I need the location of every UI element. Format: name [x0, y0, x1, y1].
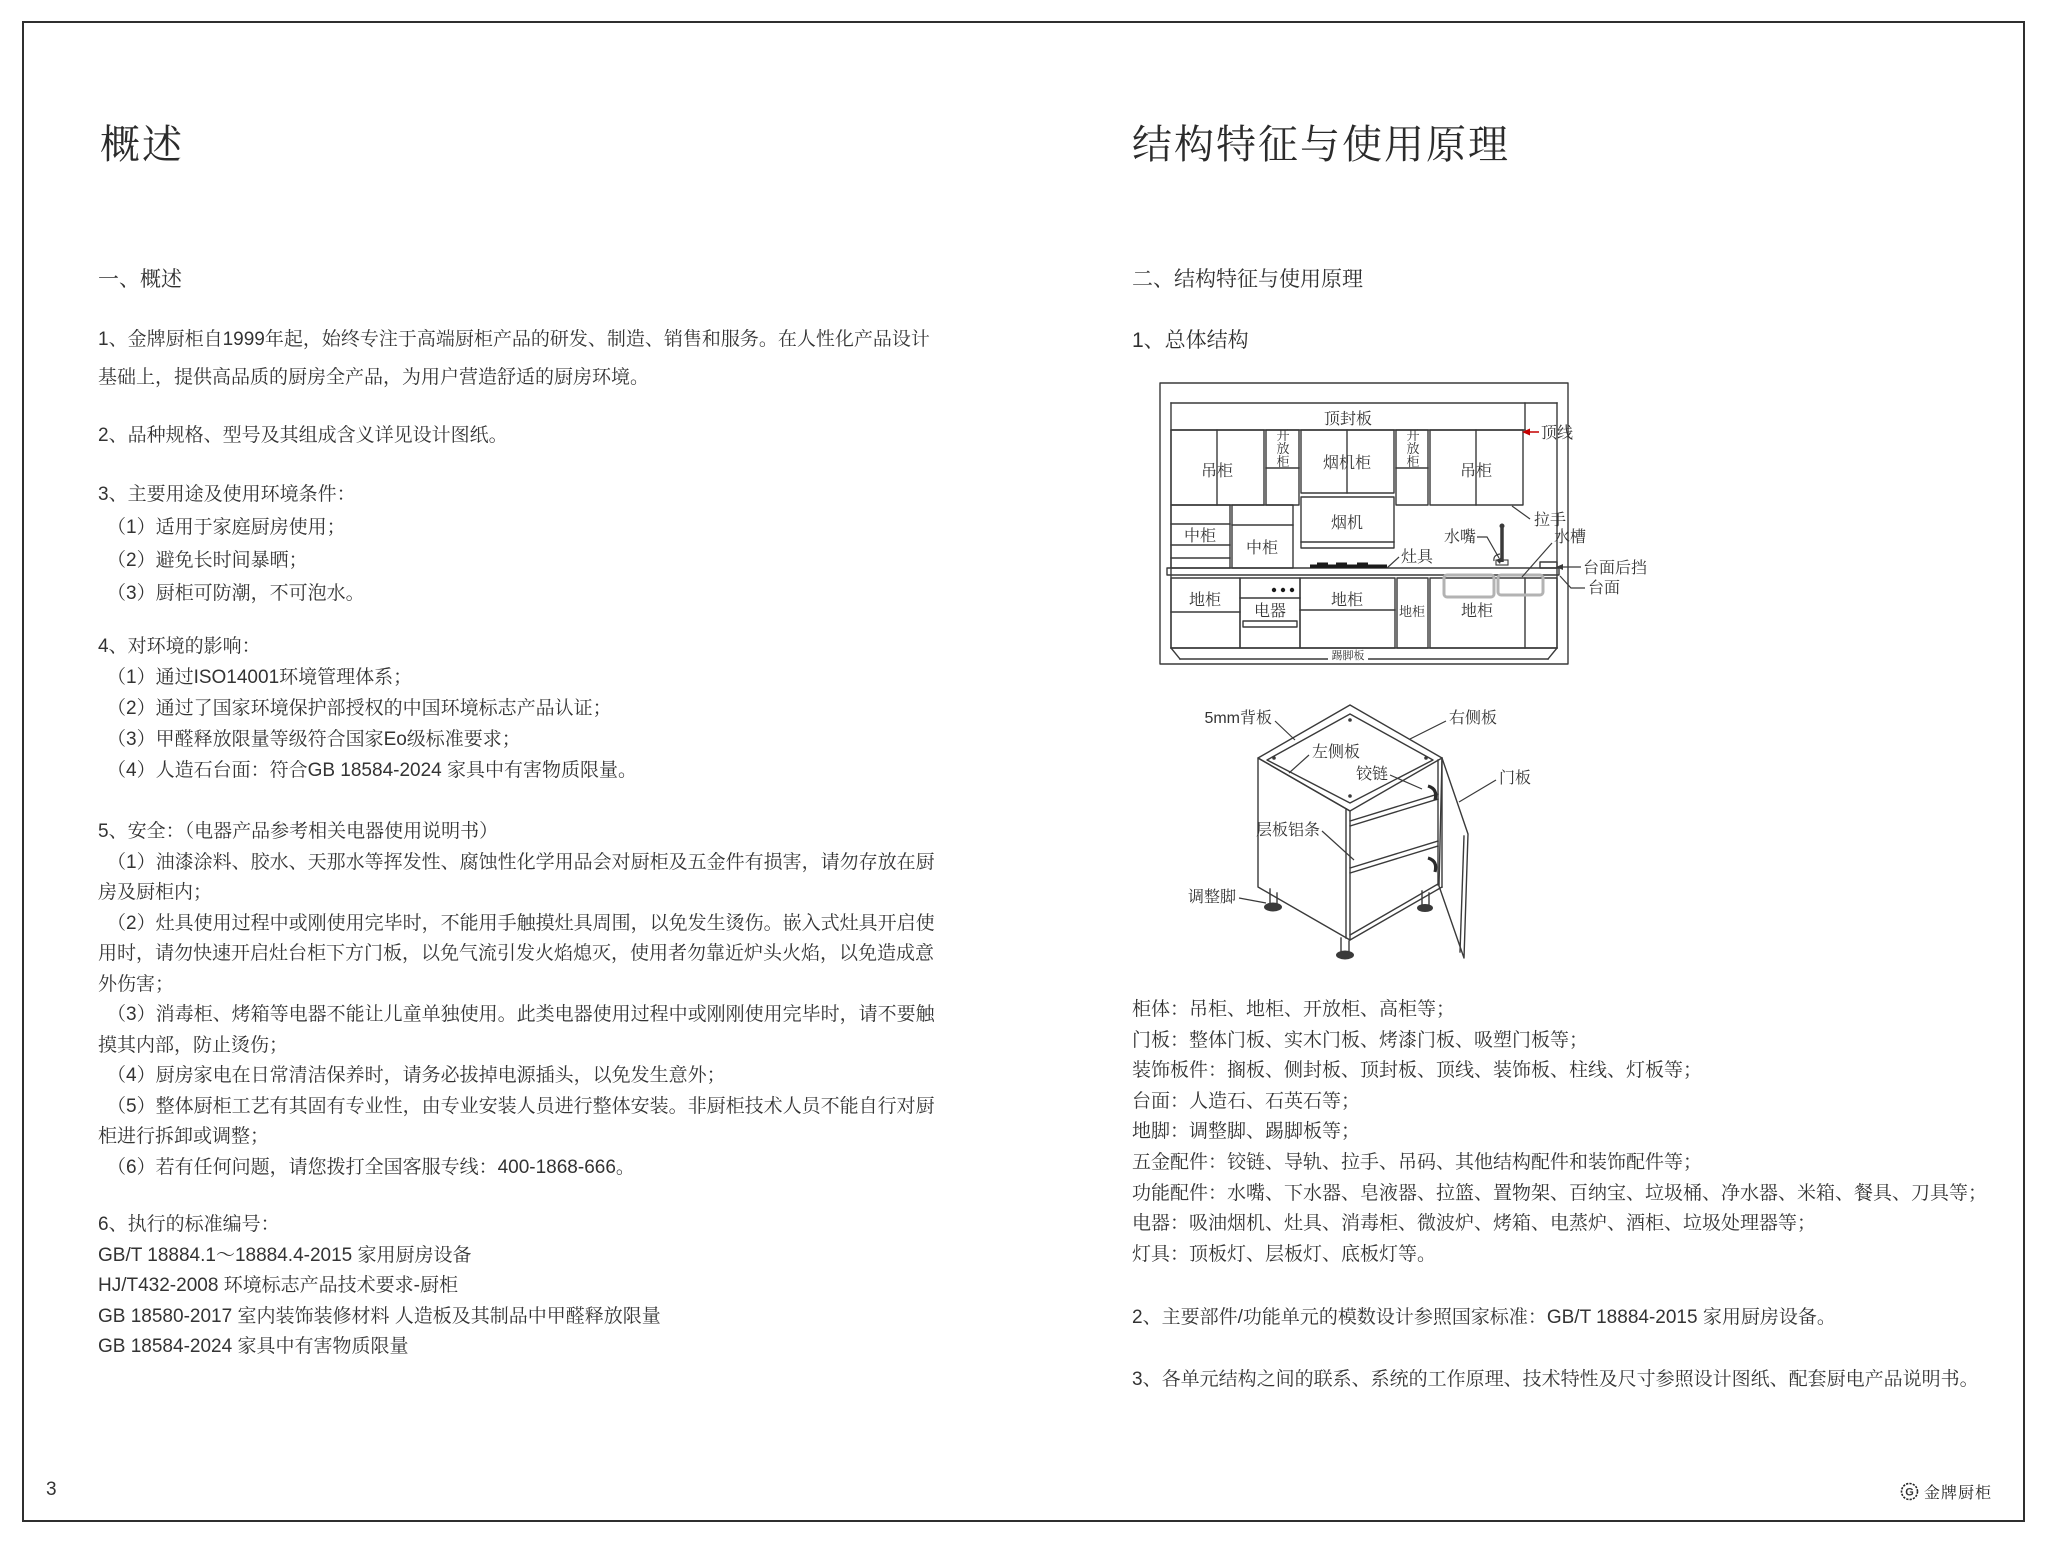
safety-item: （2）灶具使用过程中或刚使用完毕时，不能用手触摸灶具周围，以免发生烫伤。嵌入式灶具开启使用时，请勿快速开启灶台柜下方门板，以免气流引发火焰熄灭，使用者勿靠近炉头火焰，以免造成意外伤害；: [98, 912, 935, 995]
right-subsection-1: 1、总体结构: [1132, 329, 1249, 352]
safety-item: （4）厨房家电在日常清洁保养时，请务必拔掉电源插头，以免发生意外；: [107, 1065, 726, 1086]
shelf-strip-label: 层板铝条: [1256, 822, 1321, 839]
right-panel-label: 右侧板: [1449, 710, 1498, 727]
standard-item: GB 18580-2017 室内装饰装修材料 人造板及其制品中甲醛释放限量: [98, 1305, 661, 1327]
counter-back-label: 台面后挡: [1583, 560, 1648, 577]
right-section-heading: 二、结构特征与使用原理: [1132, 268, 1363, 291]
environment-item: （4）人造石台面：符合GB 18584-2024 家具中有害物质限量。: [107, 760, 638, 781]
safety-item: （1）油漆涂料、胶水、天那水等挥发性、腐蚀性化学用品会对厨柜及五金件有损害，请勿存放在厨房及厨柜内；: [98, 851, 935, 903]
cabinet-callout-lines: [1239, 721, 1496, 903]
cooktop-drawing: [1310, 563, 1387, 569]
safety-item: （3）消毒柜、烤箱等电器不能让儿童单独使用。此类电器使用过程中或刚刚使用完毕时，请不要触摸其内部，防止烫伤；: [98, 1004, 935, 1056]
hinge-label: 铰链: [1356, 766, 1389, 783]
environment-title: 4、对环境的影响：: [98, 636, 261, 657]
cooktop-label: 灶具: [1401, 549, 1434, 566]
brand-initial: G: [1905, 1486, 1914, 1499]
left-panel-label: 左侧板: [1312, 744, 1361, 761]
left-page-title: 概述: [100, 123, 184, 167]
safety-item: （6）若有任何问题，请您拨打全国客服专线：400-1868-666。: [107, 1156, 635, 1178]
top-board-label: 顶封板: [1323, 411, 1373, 428]
components-list: [1132, 995, 1987, 1270]
base-cabinet-2-label: 地柜: [1330, 592, 1364, 609]
brand-logo: [1900, 1480, 1992, 1503]
standard-item: GB 18584-2024 家具中有害物质限量: [98, 1336, 409, 1357]
brand-g-icon: [1900, 1482, 1919, 1501]
component-line: 台面：人造石、石英石等；: [1132, 1090, 1361, 1112]
environment-item: （2）通过了国家环境保护部授权的中国环境标志产品认证；: [107, 698, 612, 719]
base-cabinet-3-label: 地柜: [1398, 604, 1426, 619]
handle-label: 拉手: [1534, 512, 1567, 529]
base-cabinet-4-label: 地柜: [1460, 603, 1494, 620]
door-label: 门板: [1499, 770, 1532, 787]
left-paragraph-1: 1、金牌厨柜自1999年起，始终专注于高端厨柜产品的研发、制造、销售和服务。在人性化产品设计基础上，提供高品质的厨房全产品，为用户营造舒适的厨房环境。: [98, 329, 930, 388]
left-block-environment: [98, 631, 946, 786]
hood-label: 烟机: [1330, 515, 1364, 532]
base-cabinet-structure-diagram: [1150, 690, 1580, 990]
sink-label: 水槽: [1554, 529, 1587, 546]
page-number: 3: [46, 1479, 57, 1500]
left-paragraph-2: 2、品种规格、型号及其组成含义详见设计图纸。: [98, 425, 508, 446]
safety-title: 5、安全：（电器产品参考相关电器使用说明书）: [98, 821, 499, 842]
left-block-usage: [98, 478, 946, 610]
counter-label: 台面: [1588, 580, 1621, 597]
component-line: 功能配件：水嘴、下水器、皂液器、拉篮、置物架、百纳宝、垃圾桶、净水器、米箱、餐具、刀具等；: [1132, 1182, 1988, 1204]
environment-item: （3）甲醛释放限量等级符合国家Eo级标准要求；: [107, 729, 521, 750]
left-block-standards: [98, 1210, 946, 1363]
wall-cabinet-right-label: 吊柜: [1459, 463, 1493, 480]
open-cabinet-right-label: 开放柜: [1404, 428, 1420, 468]
open-cabinet-left-label: 开放柜: [1274, 428, 1290, 468]
standard-item: GB/T 18884.1～18884.4-2015 家用厨房设备: [98, 1244, 472, 1266]
back-panel-label: 5mm背板: [1204, 710, 1272, 727]
brand-name: 金牌厨柜: [1924, 1485, 1993, 1502]
safety-item: （5）整体厨柜工艺有其固有专业性，由专业安装人员进行整体安装。非厨柜技术人员不能自行对厨柜进行拆卸或调整；: [98, 1095, 935, 1147]
component-line: 地脚：调整脚、踢脚板等；: [1132, 1121, 1361, 1143]
component-line: 灯具：顶板灯、层板灯、底板灯等。: [1132, 1243, 1437, 1265]
faucet-label: 水嘴: [1444, 529, 1477, 546]
component-line: 电器：吸油烟机、灶具、消毒柜、微波炉、烤箱、电蒸炉、酒柜、垃圾处理器等；: [1132, 1213, 1817, 1235]
hood-cabinet-label: 烟机柜: [1322, 455, 1372, 472]
component-line: 门板：整体门板、实木门板、烤漆门板、吸塑门板等；: [1132, 1029, 1589, 1051]
cabinet-hinges: [1428, 786, 1436, 872]
component-line: 五金配件：铰链、导轨、拉手、吊码、其他结构配件和装饰配件等；: [1132, 1151, 1703, 1173]
component-line: 柜体：吊柜、地柜、开放柜、高柜等；: [1132, 999, 1456, 1020]
environment-item: （1）通过ISO14001环境管理体系；: [107, 667, 413, 688]
usage-item: （2）避免长时间暴晒；: [107, 550, 308, 571]
right-paragraph-2: 2、主要部件/功能单元的模数设计参照国家标准：GB/T 18884-2015 家用厨房设备。: [1132, 1307, 1836, 1328]
cabinet-feet: [1264, 903, 1433, 960]
mid-cabinet-left-label: 中柜: [1183, 528, 1217, 545]
right-paragraph-3: 3、各单元结构之间的联系、系统的工作原理、技术特性及尺寸参照设计图纸、配套厨电产品说明书。: [1132, 1369, 1979, 1390]
component-line: 装饰板件：搁板、侧封板、顶封板、顶线、装饰板、柱线、灯板等；: [1132, 1060, 1703, 1082]
left-block-safety: [98, 817, 946, 1183]
base-cabinet-1-label: 地柜: [1188, 592, 1222, 609]
left-section-heading: 一、概述: [98, 268, 182, 291]
wall-cabinet-left-label: 吊柜: [1200, 463, 1234, 480]
standards-title: 6、执行的标准编号：: [98, 1214, 280, 1235]
usage-item: （3）厨柜可防潮，不可泡水。: [107, 583, 365, 604]
standard-item: HJ/T432-2008 环境标志产品技术要求-厨柜: [98, 1275, 459, 1296]
toe-kick-label: 踢脚板: [1331, 650, 1365, 662]
mid-cabinet-right-label: 中柜: [1245, 540, 1279, 557]
usage-item: （1）适用于家庭厨房使用；: [107, 517, 346, 538]
usage-title: 3、主要用途及使用环境条件：: [98, 484, 356, 505]
top-line-label: 顶线: [1541, 425, 1574, 442]
oven-knobs: [1272, 588, 1294, 592]
kitchen-elevation-diagram: [1150, 378, 1690, 678]
right-page-title: 结构特征与使用原理: [1132, 123, 1510, 167]
leveler-label: 调整脚: [1188, 889, 1237, 906]
appliance-label: 电器: [1253, 603, 1287, 620]
